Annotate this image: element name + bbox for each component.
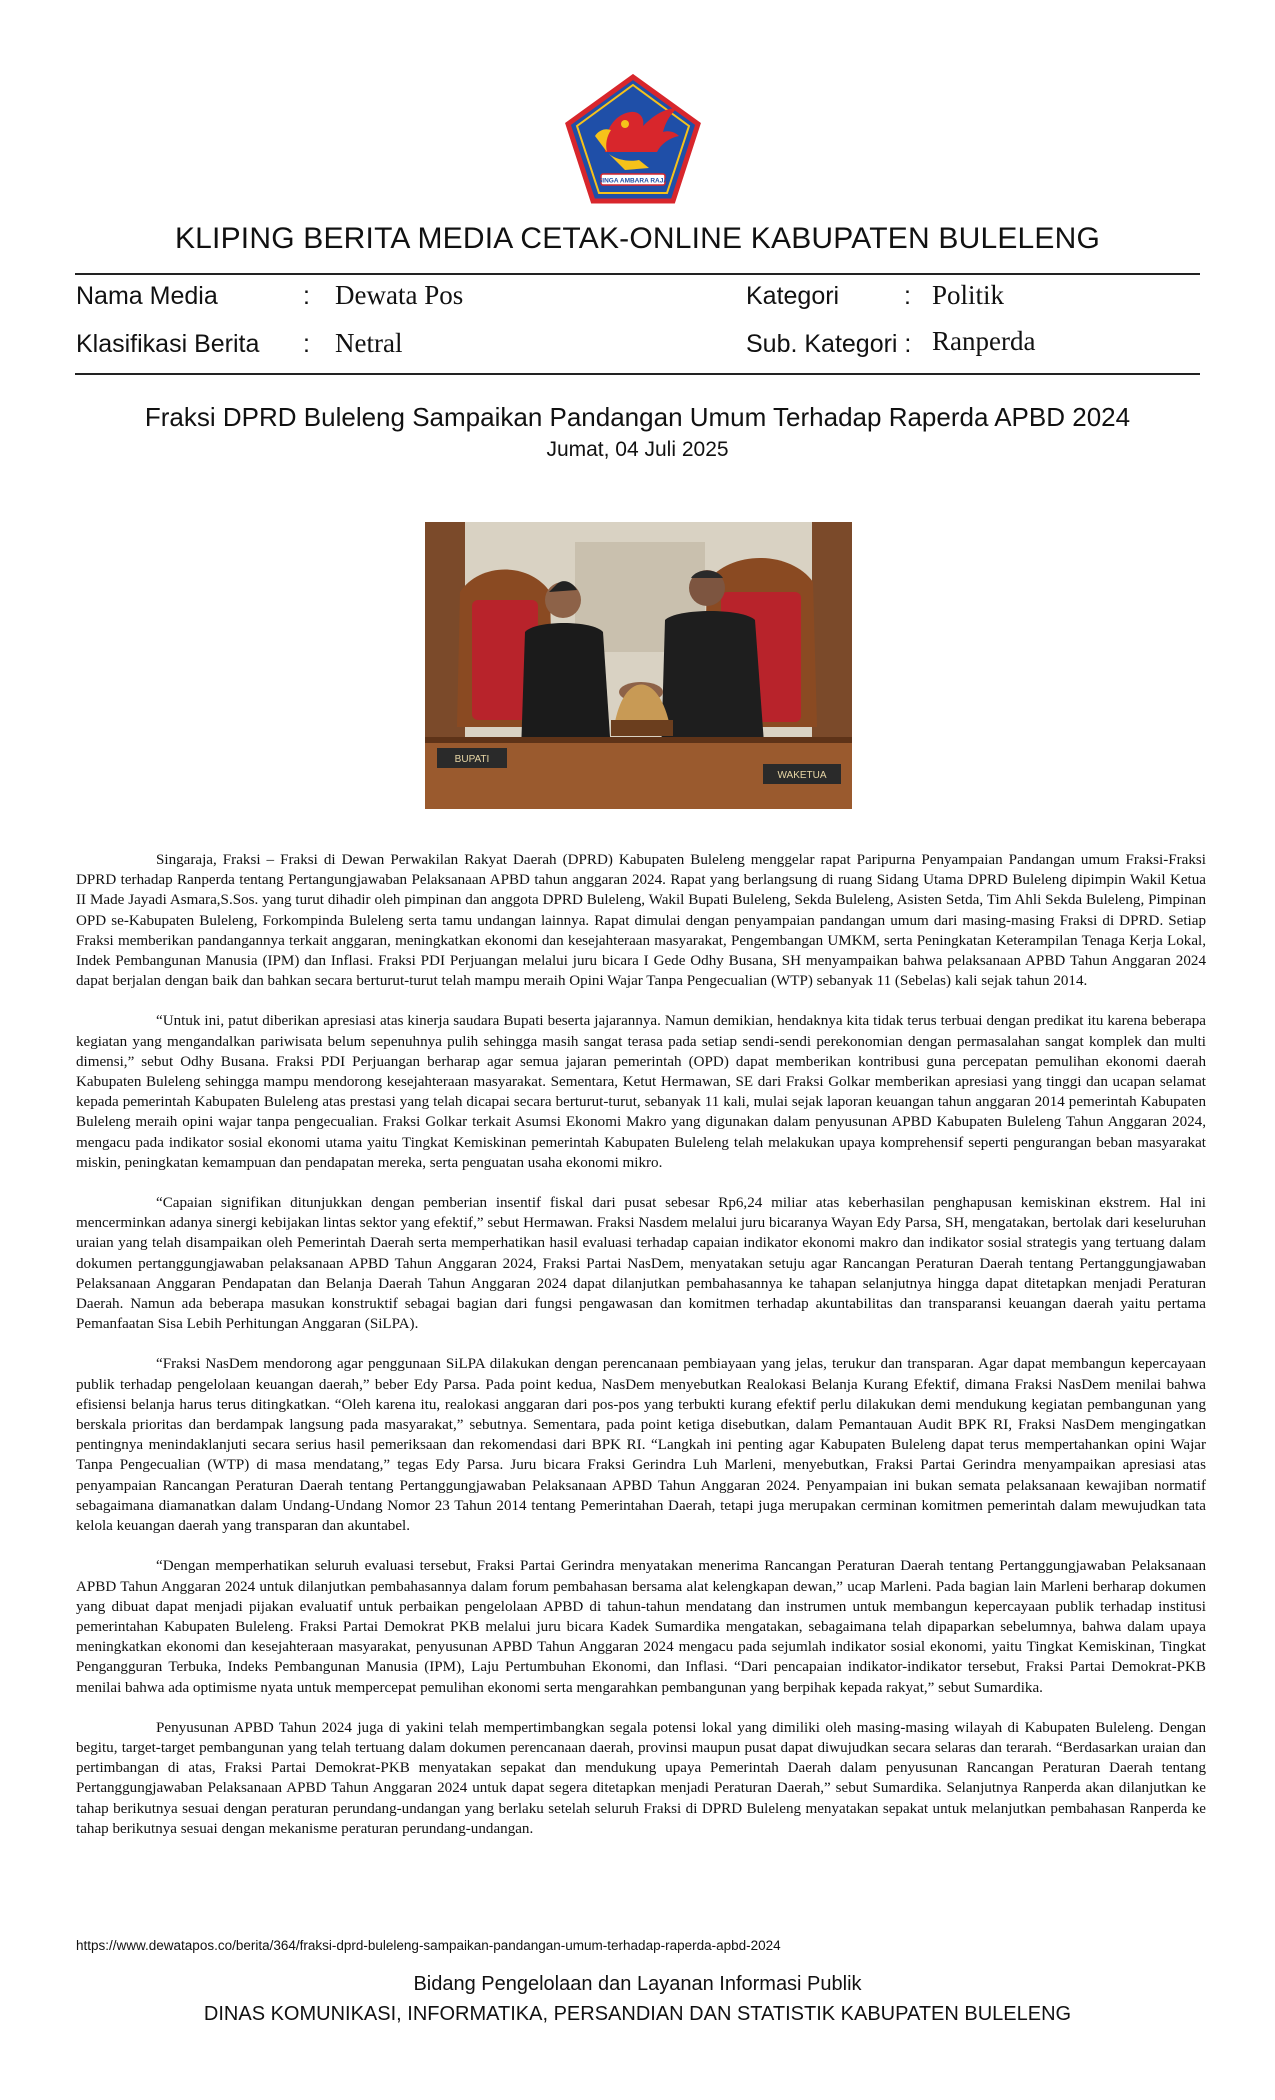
source-url[interactable]: https://www.dewatapos.co/berita/364/fraksi-dprd-buleleng-sampaikan-pandangan-umum-terhadap-raperda-apbd-2024 xyxy=(76,1938,781,1953)
photo-plate-right: WAKETUA xyxy=(777,770,827,781)
article-date: Jumat, 04 Juli 2025 xyxy=(546,438,729,461)
header-rule-top xyxy=(75,273,1200,275)
header-rule-bottom xyxy=(75,373,1200,375)
media-value: Dewata Pos xyxy=(335,280,464,310)
article-paragraph: “Untuk ini, patut diberikan apresiasi atas kinerja saudara Bupati beserta jajarannya. Namun demikian, hendaknya kita tidak terus terbuai dengan predikat itu karena beberapa kegiatan yang mengandalkan pariwisata belum sepenuhnya pulih sehingga masih sangat terasa pada setiap sendi-sendi perekonomian dengan permasalahan sangat komplek dan multi dimensi,” sebut Odhy Busana. Fraksi PDI Perjuangan berharap agar semua jajaran pemerintah (OPD) dapat memberikan kontribusi guna percepatan pemulihan ekonomi daerah Kabupaten Buleleng sehingga mampu mendorong kesejahteraan masyarakat. Sementara, Ketut Hermawan, SE dari Fraksi Golkar memberikan apresiasi yang tinggi dan ucapan selamat kepada pemerintah Kabupaten Buleleng atas prestasi yang telah dicapai secara berturut-turut, sebanyak 11 kali, mulai sejak laporan keuangan tahun anggaran 2014 pemerintah Kabupaten Buleleng meraih opini wajar tanpa pengecualian. Fraksi Golkar terkait Asumsi Ekonomi Makro yang digunakan dalam penyusunan APBD Kabupaten Buleleng Tahun Anggaran 2024, mengacu pada indikator sosial ekonomi utama yaitu Tingkat Kemiskinan pemerintah Kabupaten Buleleng telah melakukan upaya komprehensif seperti pengurangan beban masyarakat miskin, peningkatan kemampuan dan pendapatan mereka, serta penguatan usaha ekonomi mikro. xyxy=(76,1013,1206,1171)
klasifikasi-label: Klasifikasi Berita xyxy=(76,330,260,358)
subkategori-value: Ranperda xyxy=(932,326,1036,356)
media-label: Nama Media xyxy=(76,282,218,310)
logo-motto: SINGA AMBARA RAJA xyxy=(597,177,669,185)
footer-division: Bidang Pengelolaan dan Layanan Informasi Publik xyxy=(413,1973,862,1995)
header-title: KLIPING BERITA MEDIA CETAK-ONLINE KABUPATEN BULELENG xyxy=(174,222,1101,255)
footer-department: DINAS KOMUNIKASI, INFORMATIKA, PERSANDIAN DAN STATISTIK KABUPATEN BULELENG xyxy=(203,2003,1072,2025)
article-title: Fraksi DPRD Buleleng Sampaikan Pandangan Umum Terhadap Raperda APBD 2024 xyxy=(144,402,1131,432)
article-paragraph: Singaraja, Fraksi – Fraksi di Dewan Perwakilan Rakyat Daerah (DPRD) Kabupaten Buleleng menggelar rapat Paripurna Penyampaian Pandangan umum Fraksi-Fraksi DPRD terhadap Ranperda tentang Pertangungjawaban Pelaksanaan APBD tahun anggaran 2024. Rapat yang berlangsung di ruang Sidang Utama DPRD Buleleng dipimpin Wakil Ketua II Made Jayadi Asmara,S.Sos. yang turut dihadir oleh pimpinan dan anggota DPRD Buleleng, Wakil Bupati Buleleng, Sekda Buleleng, Asisten Setda, Tim Ahli Sekda Buleleng, Pimpinan OPD se-Kabupaten Buleleng, Forkompinda Buleleng serta tamu undangan lainnya. Rapat dimulai dengan penyampaian pandangan umum dari masing-masing Fraksi di DPRD. Setiap Fraksi memberikan pandangannya terkait anggaran, meningkatkan ekonomi dan kesejahteraan masyarakat, Pengembangan UMKM, serta Peningkatan Keterampilan Tenaga Kerja Lokal, Indek Pembangunan Manusia (IPM) dan Inflasi. Fraksi PDI Perjuangan melalui juru bicara I Gede Odhy Busana, SH menyampaikan bahwa pelaksanaan APBD Tahun Anggaran 2024 dapat berjalan dengan baik dan bahkan secara berturut-turut telah mampu meraih Opini Wajar Tanpa Pengecualian (WTP) sebanyak 11 (Sebelas) kali sejak tahun 2014. xyxy=(76,852,1206,990)
media-colon: : xyxy=(303,282,310,310)
article-paragraph: “Dengan memperhatikan seluruh evaluasi tersebut, Fraksi Partai Gerindra menyatakan menerima Rancangan Peraturan Daerah tentang Pertanggungjawaban Pelaksanaan APBD Tahun Anggaran 2024 untuk dilanjutkan pembahasannya dalam forum pembahasan bersama alat kelengkapan dewan,” ucap Marleni. Pada bagian lain Marleni berharap dokumen yang dibuat dapat menjadi pijakan evaluatif untuk perbaikan pengelolaan APBD di tahun-tahun mendatang dan instrumen untuk membangun kepercayaan publik terhadap institusi pemerintahan Kabupaten Buleleng. Fraksi Partai Demokrat PKB melalui juru bicara Kadek Sumardika mengatakan, sebagaimana telah dipaparkan sebelumnya, bahwa dalam upaya meningkatkan ekonomi dan kesejahteraan masyarakat, penyusunan APBD Tahun Anggaran 2024 mengacu pada sejumlah indikator sosial ekonomi, yaitu Tingkat Kemiskinan, Tingkat Pengangguran Terbuka, Indeks Pembangunan Manusia (IPM), Laju Pertumbuhan Ekonomi, dan Inflasi. “Dari pencapaian indikator-indikator tersebut, Fraksi Partai Demokrat-PKB menilai bahwa ada optimisme nyata untuk mempercepat pemulihan ekonomi serta mengarahkan pembangunan yang berpihak kepada rakyat,” sebut Sumardika. xyxy=(76,1558,1206,1696)
article-paragraph: “Fraksi NasDem mendorong agar penggunaan SiLPA dilakukan dengan perencanaan pembiayaan yang jelas, terukur dan transparan. Agar dapat membangun kepercayaan publik terhadap pengelolaan keuangan daerah,” beber Edy Parsa. Pada point kedua, NasDem menyebutkan Realokasi Belanja Kurang Efektif, dimana Fraksi NasDem menilai bahwa efisiensi belanja harus terus ditingkatkan. “Oleh karena itu, realokasi anggaran dari pos-pos yang terbukti kurang efektif perlu dilakukan demi mendukung kegiatan pembangunan yang berskala prioritas dan berdampak langsung pada masyarakat,” sebutnya. Sementara, pada point ketiga disebutkan, dalam Pemantauan Audit BPK RI, Fraksi NasDem mengingatkan pentingnya menindaklanjuti secara serius hasil pemeriksaan dan rekomendasi dari BPK RI. “Langkah ini penting agar Kabupaten Buleleng dapat terus mempertahankan opini Wajar Tanpa Pengecualian (WTP) di masa mendatang,” tegas Edy Parsa. Juru bicara Fraksi Gerindra Luh Marleni, menyebutkan, Fraksi Partai Gerindra menyampaikan apresiasi atas penyampaian Rancangan Peraturan Daerah tentang Pertanggungjawaban Pelaksanaan APBD Tahun Anggaran 2024. Penyampaian ini bukan semata pelaksanaan kewajiban normatif sebagaimana diamanatkan dalam Undang-Undang Nomor 23 Tahun 2014 tentang Pemerintahan Daerah, tetapi juga merupakan cerminan komitmen pemerintah dalam mewujudkan tata kelola keuangan daerah yang transparan dan akuntabel. xyxy=(76,1356,1206,1535)
article-photo xyxy=(425,522,852,809)
kabupaten-buleleng-logo xyxy=(565,74,701,204)
article-paragraph: “Capaian signifikan ditunjukkan dengan pemberian insentif fiskal dari pusat sebesar Rp6,24 miliar atas keberhasilan penghapusan kemiskinan ekstrem. Hal ini mencerminkan adanya sinergi kebijakan lintas sektor yang efektif,” sebut Hermawan. Fraksi Nasdem melalui juru bicaranya Wayan Edy Parsa, SH, mengatakan, bertolak dari keseluruhan uraian yang telah disampaikan oleh Pemerintah Daerah serta memperhatikan hasil evaluasi terhadap capaian indikator ekonomi makro dan indikator sosial strategis yang tertuang dalam dokumen pertanggungjawaban pelaksanaan APBD Tahun Anggaran 2024, Fraksi Partai NasDem, menyatakan setuju agar Rancangan Peraturan Daerah tentang Pertanggungjawaban Pelaksanaan Anggaran Pendapatan dan Belanja Daerah Tahun Anggaran 2024 dapat dilanjutkan pembahasannya ke tahapan selanjutnya hingga dapat ditetapkan menjadi Peraturan Daerah. Namun ada beberapa masukan konstruktif sebagai bagian dari fungsi pengawasan dan komitmen terhadap akuntabilitas dan transparansi keuangan daerah yaitu pertama Pemanfaatan Sisa Lebih Perhitungan Anggaran (SiLPA). xyxy=(76,1195,1206,1333)
klasifikasi-value: Netral xyxy=(335,328,403,358)
article-paragraph: Penyusunan APBD Tahun 2024 juga di yakini telah mempertimbangkan segala potensi lokal yang dimiliki oleh masing-masing wilayah di Kabupaten Buleleng. Dengan begitu, target-target pembangunan yang telah tertuang dalam dokumen perencanaan daerah, provinsi maupun pusat dapat diwujudkan secara selaras dan terarah. “Berdasarkan uraian dan pertimbangan di atas, Fraksi Partai Demokrat-PKB menyatakan sepakat dan mendukung upaya Pemerintah Daerah dalam penyusunan Rancangan Peraturan Daerah tentang Pertanggungjawaban Pelaksanaan APBD Tahun Anggaran 2024 untuk dapat segera ditetapkan menjadi Peraturan Daerah,” sebut Sumardika. Selanjutnya Ranperda akan dilanjutkan ke tahap berikutnya sesuai dengan peraturan perundang-undangan yang berlaku setelah seluruh Fraksi di DPRD Buleleng menyatakan sepakat untuk melanjutkan pembahasan Ranperda ke tahap berikutnya sesuai dengan mekanisme peraturan perundang-undangan. xyxy=(76,1719,1206,1837)
article-body xyxy=(76,850,1206,1859)
kategori-label: Kategori xyxy=(746,282,840,310)
kategori-colon: : xyxy=(904,282,911,310)
photo-plate-left: BUPATI xyxy=(454,754,490,765)
klasifikasi-colon: : xyxy=(303,330,310,358)
subkategori-label: Sub. Kategori : xyxy=(746,330,912,358)
kategori-value: Politik xyxy=(932,280,1005,310)
